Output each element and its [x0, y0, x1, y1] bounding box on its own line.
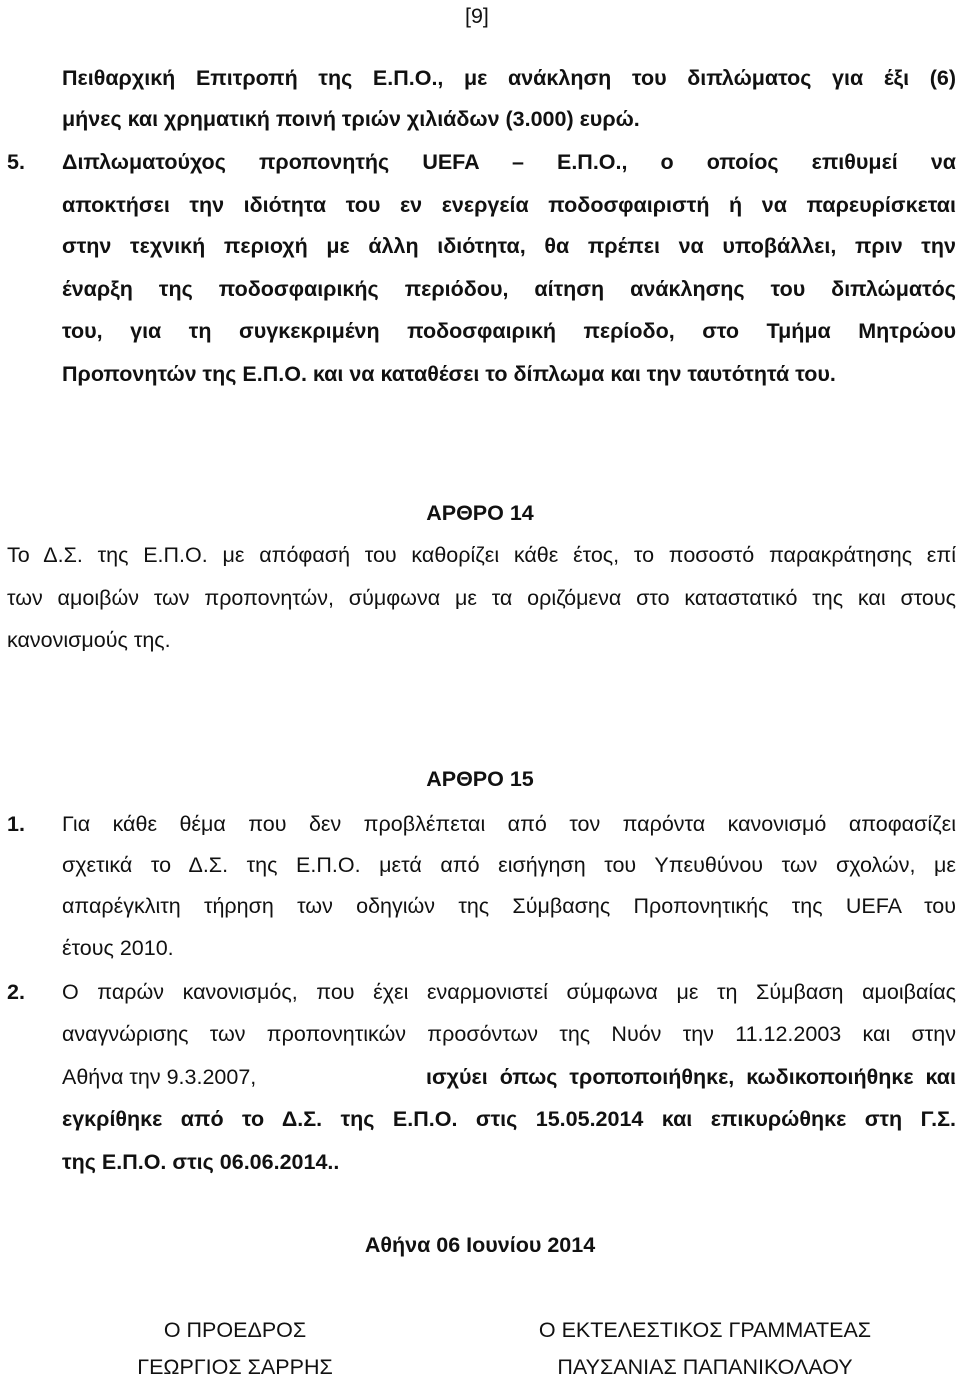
article-line: Ο παρών κανονισμός, που έχει εναρμονιστεί σύμφωνα με τη Σύμβαση αμοιβαίας — [62, 980, 956, 1004]
article-line: σχετικά το Δ.Σ. της Ε.Π.Ο. μετά από εισήγηση του Υπευθύνου των σχολών, με — [62, 853, 956, 877]
article-text: Αθήνα την 9.3.2007, — [62, 1065, 257, 1089]
item-line: έναρξη της ποδοσφαιρικής περιόδου, αίτηση ανάκλησης του διπλώματός — [62, 277, 956, 301]
article-line: κανονισμούς της. — [7, 628, 171, 652]
item-number: 5. — [7, 150, 25, 174]
article-heading: ΑΡΘΡΟ 14 — [426, 501, 534, 525]
article-line-mixed — [62, 1065, 956, 1090]
page-number: [9] — [465, 4, 489, 28]
item-line: του, για τη συγκεκριμένη ποδοσφαιρική περίοδο, στο Τμήμα Μητρώου — [62, 319, 956, 343]
signature-name: ΠΑΥΣΑΝΙΑΣ ΠΑΠΑΝΙΚΟΛΑΟΥ — [557, 1355, 853, 1379]
intro-line: μήνες και χρηματική ποινή τριών χιλιάδων (3.000) ευρώ. — [62, 107, 640, 131]
article-line: απαρέγκλιτη τήρηση των οδηγιών της Σύμβασης Προπονητικής της UEFA του — [62, 894, 956, 918]
paragraph-number: 1. — [7, 812, 25, 836]
item-line: Προπονητών της Ε.Π.Ο. και να καταθέσει το δίπλωμα και την ταυτότητά του. — [62, 362, 836, 386]
article-line: αναγνώρισης των προπονητικών προσόντων της Νυόν την 11.12.2003 και στην — [62, 1022, 956, 1046]
article-heading: ΑΡΘΡΟ 15 — [426, 767, 534, 791]
article-line: των αμοιβών των προπονητών, σύμφωνα με τα οριζόμενα στο καταστατικό της και στους — [7, 586, 956, 610]
signature-title: Ο ΕΚΤΕΛΕΣΤΙΚΟΣ ΓΡΑΜΜΑΤΕΑΣ — [538, 1318, 872, 1342]
date-line: Αθήνα 06 Ιουνίου 2014 — [364, 1233, 596, 1257]
item-line: αποκτήσει την ιδιότητα του εν ενεργεία ποδοσφαιριστή ή να παρευρίσκεται — [62, 193, 956, 217]
intro-line: Πειθαρχική Επιτροπή της Ε.Π.Ο., με ανάκληση του διπλώματος για έξι (6) — [62, 66, 956, 90]
article-text-bold: ισχύει όπως τροποποιήθηκε, κωδικοποιήθηκε και — [425, 1065, 956, 1089]
article-line: της Ε.Π.Ο. στις 06.06.2014.. — [62, 1150, 340, 1174]
signature-title: Ο ΠΡΟΕΔΡΟΣ — [163, 1318, 307, 1342]
article-line: έτους 2010. — [62, 936, 174, 960]
item-line: Διπλωματούχος προπονητής UEFA – Ε.Π.Ο., ο οποίος επιθυμεί να — [62, 150, 956, 174]
article-line: Για κάθε θέμα που δεν προβλέπεται από τον παρόντα κανονισμό αποφασίζει — [62, 812, 956, 836]
item-line: στην τεχνική περιοχή με άλλη ιδιότητα, θα πρέπει να υποβάλλει, πριν την — [62, 234, 956, 258]
article-line: Το Δ.Σ. της Ε.Π.Ο. με απόφασή του καθορίζει κάθε έτος, το ποσοστό παρακράτησης επί — [7, 543, 956, 567]
paragraph-number: 2. — [7, 980, 25, 1004]
signature-name: ΓΕΩΡΓΙΟΣ ΣΑΡΡΗΣ — [137, 1355, 333, 1379]
article-line: εγκρίθηκε από το Δ.Σ. της Ε.Π.Ο. στις 15.05.2014 και επικυρώθηκε στη Γ.Σ. — [62, 1107, 956, 1131]
